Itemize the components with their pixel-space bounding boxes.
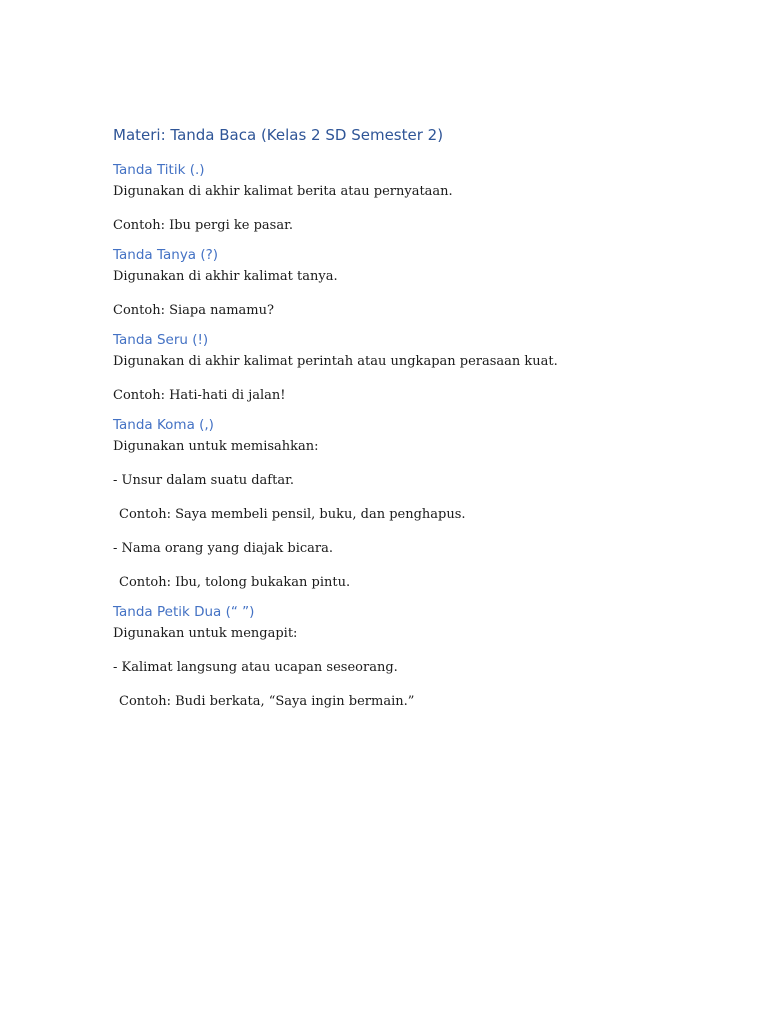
example-text: Contoh: Ibu, tolong bukakan pintu.: [119, 575, 351, 590]
example-text: Contoh: Hati-hati di jalan!: [113, 388, 286, 403]
section-heading: Tanda Koma (,): [113, 417, 214, 433]
example-text: Contoh: Saya membeli pensil, buku, dan penghapus.: [119, 507, 466, 522]
paragraph: Digunakan untuk memisahkan:: [113, 439, 319, 454]
example-text: Contoh: Budi berkata, “Saya ingin bermain.”: [119, 694, 415, 709]
section-tanda-seru: [113, 330, 673, 405]
document-title: Materi: Tanda Baca (Kelas 2 SD Semester 2): [113, 126, 444, 144]
paragraph: Digunakan di akhir kalimat perintah atau ungkapan perasaan kuat.: [113, 354, 558, 369]
section-heading: Tanda Seru (!): [113, 332, 209, 348]
example-text: Contoh: Ibu pergi ke pasar.: [113, 218, 294, 233]
paragraph: Digunakan di akhir kalimat berita atau pernyataan.: [113, 184, 453, 199]
paragraph: Digunakan di akhir kalimat tanya.: [113, 269, 338, 284]
document-page: [113, 124, 673, 721]
example-text: Contoh: Siapa namamu?: [113, 303, 274, 318]
section-heading: Tanda Titik (.): [113, 162, 205, 178]
section-tanda-petik-dua: [113, 602, 673, 711]
list-item: - Nama orang yang diajak bicara.: [113, 541, 334, 556]
list-item: - Unsur dalam suatu daftar.: [113, 473, 294, 488]
section-tanda-koma: [113, 415, 673, 592]
paragraph: Digunakan untuk mengapit:: [113, 626, 298, 641]
section-tanda-tanya: [113, 245, 673, 320]
section-heading: Tanda Petik Dua (“ ”): [113, 604, 255, 620]
list-item: - Kalimat langsung atau ucapan seseorang.: [113, 660, 398, 675]
section-tanda-titik: [113, 160, 673, 235]
section-heading: Tanda Tanya (?): [113, 247, 219, 263]
